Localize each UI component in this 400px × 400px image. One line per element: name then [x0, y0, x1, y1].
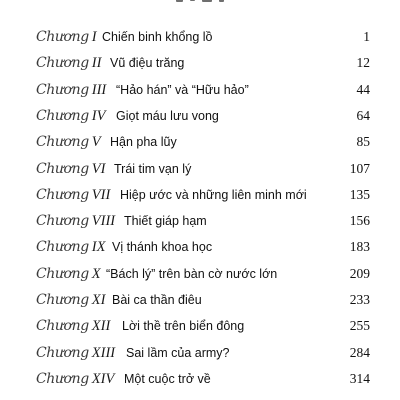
chapter-numeral: II: [91, 55, 102, 72]
chapter-word: Chương: [36, 344, 89, 361]
chapter-word: Chương: [36, 213, 89, 230]
toc-entry: [0, 24, 400, 50]
page-number: 209: [349, 265, 370, 281]
chapter-word: Chương: [36, 134, 89, 151]
chapter-numeral: XIV: [91, 370, 115, 387]
page-number: 64: [356, 107, 370, 123]
toc-entry: [0, 261, 400, 287]
page-number: 107: [349, 160, 370, 176]
chapter-label: [36, 24, 97, 50]
chapter-word: Chương: [36, 29, 89, 45]
page-number: 85: [356, 134, 370, 150]
toc-entry: [0, 208, 400, 234]
chapter-numeral: V: [91, 134, 101, 151]
chapter-word: Chương: [36, 55, 89, 72]
chapter-title: Một cuộc trở về: [124, 371, 211, 386]
chapter-label: [36, 156, 105, 182]
chapter-label: [36, 182, 110, 208]
chapter-word: Chương: [36, 265, 89, 282]
page-number: 44: [356, 81, 370, 97]
chapter-numeral: XIII: [91, 344, 116, 361]
chapter-label: [36, 208, 115, 234]
chapter-title: Chiến binh khổng lồ: [102, 30, 213, 44]
chapter-word: Chương: [36, 292, 89, 308]
toc-entry: [0, 156, 400, 182]
chapter-title: “Bách lý” trên bàn cờ nước lớn: [106, 266, 278, 281]
page-number: 233: [349, 292, 370, 307]
chapter-word: Chương: [36, 239, 89, 256]
toc-entry: [0, 234, 400, 260]
toc-entry: [0, 50, 400, 76]
chapter-numeral: III: [91, 81, 107, 98]
chapter-label: [36, 129, 101, 155]
chapter-label: [36, 77, 106, 103]
chapter-title: Vũ điệu trăng: [110, 56, 185, 71]
chapter-title: Hận pha lũy: [110, 135, 177, 150]
chapter-numeral: VI: [91, 160, 106, 177]
chapter-numeral: VII: [91, 186, 111, 203]
chapter-label: [36, 103, 105, 129]
page-number: 135: [349, 186, 370, 202]
chapter-label: [36, 340, 115, 366]
page-number: 12: [356, 55, 370, 71]
toc-entry: [0, 340, 400, 366]
page-number: 314: [349, 370, 370, 386]
chapter-word: Chương: [36, 186, 89, 203]
chapter-numeral: IV: [91, 107, 106, 124]
toc-entry: [0, 287, 400, 313]
chapter-numeral: I: [91, 29, 97, 45]
toc-entry: [0, 103, 400, 129]
toc-entry: [0, 313, 400, 339]
chapter-title: Sai lầm của army?: [126, 345, 230, 360]
chapter-title: Thiết giáp hạm: [124, 214, 207, 229]
toc-entry: [0, 129, 400, 155]
page-number: 183: [349, 239, 370, 255]
page-number: 255: [349, 318, 370, 334]
page-number: 156: [349, 213, 370, 229]
chapter-title: “Hảo hán” và “Hữu hảo”: [116, 82, 249, 97]
chapter-word: Chương: [36, 107, 89, 124]
toc-entry: [0, 366, 400, 392]
chapter-label: [36, 287, 105, 313]
chapter-numeral: XII: [91, 318, 111, 335]
chapter-numeral: X: [91, 265, 101, 282]
toc-entry: [0, 182, 400, 208]
chapter-label: [36, 261, 101, 287]
chapter-word: Chương: [36, 318, 89, 335]
chapter-title: Vị thánh khoa học: [112, 240, 213, 255]
page-number: 1: [363, 29, 370, 44]
chapter-title: Giọt máu lưu vong: [116, 108, 219, 123]
chapter-word: Chương: [36, 160, 89, 177]
chapter-numeral: VIII: [91, 213, 116, 230]
chapter-label: [36, 50, 101, 76]
page-number: 284: [349, 344, 370, 360]
chapter-title: Bài ca thần điêu: [112, 293, 202, 307]
chapter-title: Trái tim vạn lý: [114, 161, 192, 176]
chapter-title: Hiệp ước và những liên minh mới: [120, 187, 307, 202]
chapter-numeral: XI: [91, 292, 106, 308]
chapter-word: Chương: [36, 81, 89, 98]
cropped-heading-fragment: [0, 0, 400, 6]
chapter-label: [36, 313, 110, 339]
chapter-title: Lời thề trên biển đông: [122, 319, 245, 334]
toc-entry: [0, 77, 400, 103]
chapter-label: [36, 234, 105, 260]
chapter-label: [36, 366, 114, 392]
chapter-word: Chương: [36, 370, 89, 387]
chapter-numeral: IX: [91, 239, 106, 256]
